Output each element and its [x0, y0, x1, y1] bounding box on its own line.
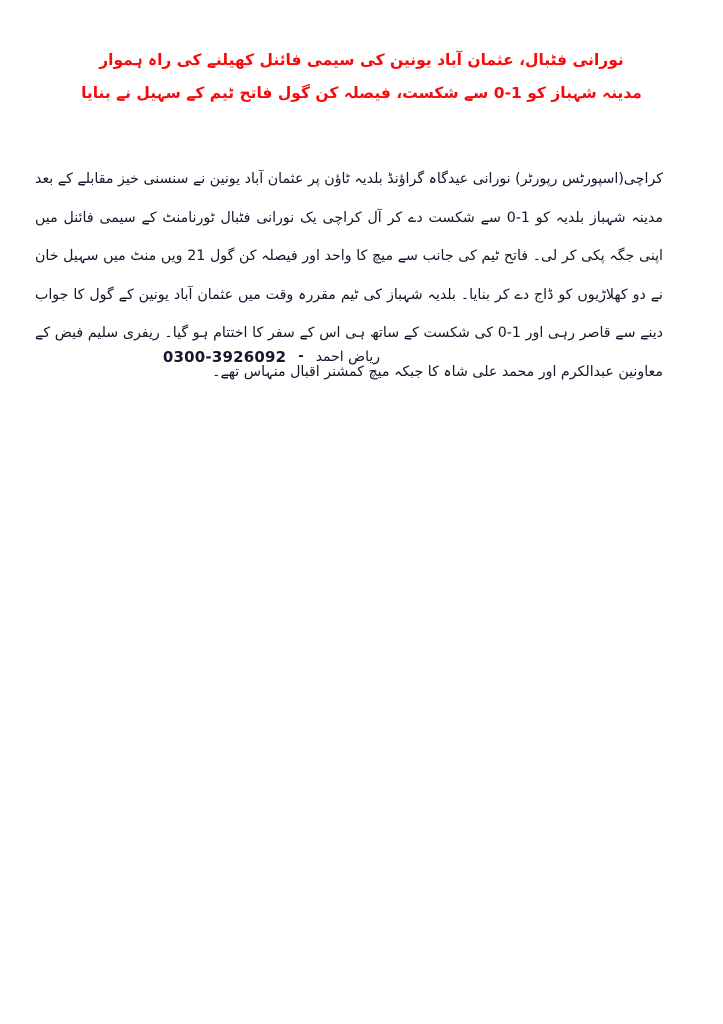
headline-line-1: نورانی فٹبال، عثمان آباد یونین کی سیمی فائنل کھیلنے کی راہ ہموار [99, 51, 624, 69]
reporter-name: ریاض احمد [315, 349, 380, 365]
reporter-phone-number: 0300-3926092 [162, 348, 287, 366]
article-body-text: کراچی(اسپورٹس رپورٹر) نورانی عیدگاہ گراؤنڈ بلدیہ ٹاؤن پر عثمان آباد یونین نے سنسنی خیز مقابلے کے بعد مدینہ شہباز بلدیہ کو 1-0 سے شکست دے کر آل کراچی یک نورانی فٹبال ٹورنامنٹ کے سیمی فائنل میں اپنی جگہ پکی کر لی۔ فاتح ٹیم کی جانب سے میچ کا واحد اور فیصلہ کن گول 21 ویں منٹ میں سہیل خان نے دو کھلاڑیوں کو ڈاج دے کر بنایا۔ بلدیہ شہباز کی ٹیم مقررہ وقت میں عثمان آباد یونین کے گول کا جواب دینے سے قاصر رہی اور 1-0 کی شکست کے ساتھ ہی اس کے سفر کا اختتام ہو گیا۔ ریفری سلیم فیض کے معاونین عبدالکرم اور محمد علی شاہ کا جبکہ میچ کمشنر اقبال منہاس تھے۔ [35, 171, 663, 380]
byline-separator: - [298, 349, 304, 364]
article-headline [0, 44, 723, 110]
reporter-byline [120, 345, 380, 369]
headline-line-2: مدینہ شہباز کو 1-0 سے شکست، فیصلہ کن گول فاتح ٹیم کے سہیل نے بنایا [81, 84, 642, 102]
blank-page-area [0, 390, 723, 1024]
